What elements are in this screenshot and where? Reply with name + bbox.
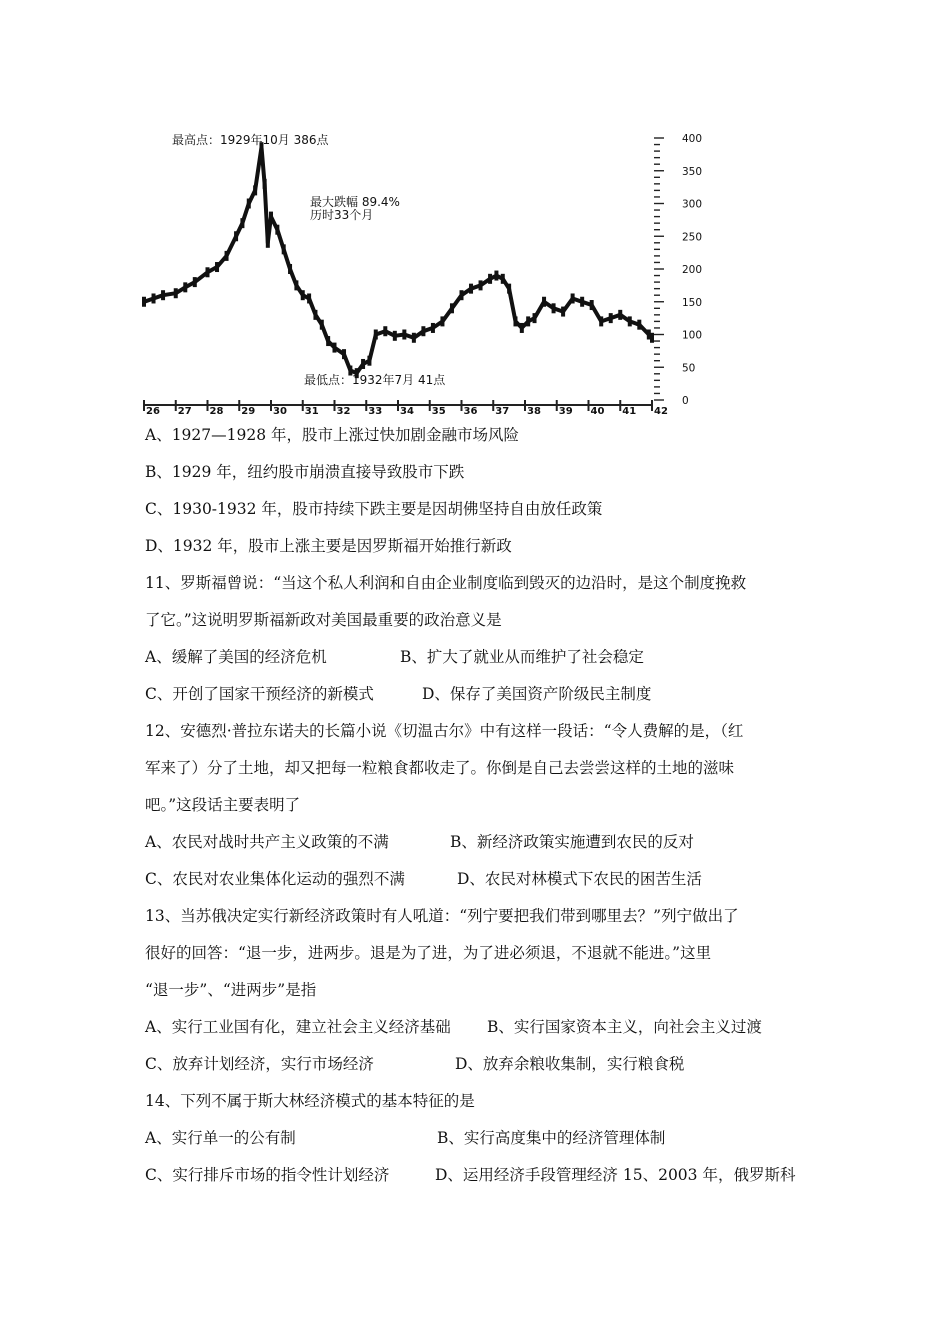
option-b: B、新经济政策实施遭到农民的反对 [450,833,694,851]
y-axis [654,133,702,407]
option-b: B、实行高度集中的经济管理体制 [437,1129,666,1147]
data-point [431,323,435,333]
option-row [145,869,702,889]
x-tick-label: 41 [622,406,637,417]
data-point [460,290,464,300]
data-point [383,326,387,336]
text-line: 12、安德烈·普拉东诺夫的长篇小说《切温古尔》中有这样一段话：“令人费解的是，（红 [145,722,744,740]
x-tick-label: 38 [527,406,541,417]
option-row [145,1128,665,1148]
text-line: D、1932 年，股市上涨主要是因罗斯福开始推行新政 [145,537,512,555]
y-tick-label: 400 [682,133,703,145]
data-point [650,333,654,343]
option-row [145,1165,795,1185]
data-point [234,231,238,241]
option-a: A、农民对战时共产主义政策的不满 [145,833,389,851]
data-point [263,179,267,189]
data-point [507,284,511,294]
data-point [247,199,251,209]
data-point [590,300,594,310]
option-a: C、放弃计划经济，实行市场经济 [145,1055,374,1073]
option-b: D、运用经济手段管理经济 15、2003 年，俄罗斯科 [435,1166,796,1184]
option-b: D、放弃余粮收集制，实行粮食税 [455,1055,685,1073]
data-point [320,320,324,330]
y-tick-label: 350 [682,165,703,178]
x-tick-label: 29 [241,406,256,417]
data-point [206,267,210,277]
text-line: 军来了）分了土地，却又把每一粒粮食都收走了。你倒是自己去尝尝这样的土地的滋味 [145,759,735,777]
option-a: C、开创了国家干预经济的新模式 [145,685,374,703]
data-point [501,274,505,284]
data-point [313,310,317,320]
y-tick-label: 150 [682,296,703,309]
annotation-low: 最低点：1932年7月 41点 [304,373,446,387]
series-line [144,147,652,373]
x-tick-label: 35 [431,406,446,417]
option-a: C、农民对农业集体化运动的强烈不满 [145,870,405,888]
y-tick-label: 250 [682,231,703,244]
x-tick-label: 33 [368,406,383,417]
data-point [282,244,286,254]
data-point [542,297,546,307]
data-point [193,277,197,287]
text-line: 吧。”这段话主要表明了 [145,796,301,814]
y-tick-label: 200 [682,264,703,276]
stock-index-chart [142,128,712,418]
option-b: D、保存了美国资产阶级民主制度 [422,685,652,703]
data-point [142,297,146,307]
data-point [161,290,165,300]
data-point [393,331,397,341]
data-point [479,280,483,290]
data-point [488,274,492,284]
data-point [301,290,305,300]
option-a: C、实行排斥市场的指令性计划经济 [145,1166,390,1184]
data-point [618,310,622,320]
data-point [561,307,565,317]
data-point [275,225,279,235]
y-tick-label: 300 [682,198,703,211]
data-point [513,316,517,326]
option-b: D、农民对林模式下农民的困苦生活 [457,870,702,888]
data-point [269,212,273,222]
data-point [552,303,556,313]
data-point [225,251,229,261]
x-tick-label: 26 [146,406,160,417]
data-point [421,326,425,336]
option-a: A、实行单一的公有制 [145,1129,296,1147]
annotation-drop-line2: 历时33个月 [310,208,374,222]
data-point [326,336,330,346]
text-line: C、1930-1932 年，股市持续下跌主要是因胡佛坚持自由放任政策 [145,500,603,518]
data-point [333,343,337,353]
data-point [174,288,178,298]
option-row [145,647,644,667]
x-tick-label: 36 [463,406,478,417]
data-point [637,320,641,330]
x-tick-label: 42 [654,406,668,417]
data-point [580,297,584,307]
y-tick-label: 100 [682,329,703,342]
data-point [533,313,537,323]
text-line: B、1929 年，纽约股市崩溃直接导致股市下跌 [145,463,465,481]
annotation-drop-line1: 最大跌幅 89.4% [310,195,400,209]
data-point [361,359,365,369]
data-point [440,316,444,326]
data-point [240,218,244,228]
data-point [152,293,156,303]
option-b: B、实行国家资本主义，向社会主义过渡 [487,1018,762,1036]
x-tick-label: 30 [273,406,287,417]
data-point [266,238,270,248]
option-a: A、缓解了美国的经济危机 [145,648,327,666]
y-tick-label: 0 [682,395,689,407]
annotation-high: 最高点：1929年10月 386点 [172,133,329,147]
data-point [469,284,473,294]
data-point [412,333,416,343]
x-tick-label: 40 [590,406,605,417]
data-point [609,313,613,323]
data-point [520,323,524,333]
x-tick-label: 37 [495,406,510,417]
x-tick-label: 34 [400,406,414,417]
data-point [253,185,257,195]
text-line: A、1927—1928 年，股市上涨过快加剧金融市场风险 [145,426,520,444]
option-a: A、实行工业国有化，建立社会主义经济基础 [145,1018,451,1036]
option-row [145,684,651,704]
option-row [145,1054,684,1074]
data-point [450,303,454,313]
data-point [599,316,603,326]
data-point [294,280,298,290]
option-row [145,832,694,852]
data-point [402,330,406,340]
data-point [307,293,311,303]
x-tick-label: 31 [304,406,319,417]
data-point [526,316,530,326]
x-tick-label: 27 [177,406,192,417]
data-point [183,282,187,292]
text-line: 很好的回答：“退一步，进两步。退是为了进，为了进必须退，不退就不能进。”这里 [145,944,712,962]
x-axis [144,400,668,417]
text-line: “退一步”、“进两步”是指 [145,981,317,999]
data-point [628,316,632,326]
series-layer [142,142,654,378]
x-tick-label: 28 [209,406,224,417]
data-point [494,271,498,281]
text-line: 14、下列不属于斯大林经济模式的基本特征的是 [145,1092,475,1110]
option-b: B、扩大了就业从而维护了社会稳定 [400,648,644,666]
option-row [145,1017,762,1037]
data-point [571,293,575,303]
x-tick-label: 32 [336,406,351,417]
x-tick-label: 39 [558,406,573,417]
text-line: 13、当苏俄决定实行新经济政策时有人吼道：“列宁要把我们带到哪里去？”列宁做出了 [145,907,739,925]
data-point [342,349,346,359]
data-point [374,330,378,340]
data-point [367,356,371,366]
data-point [288,264,292,274]
data-point [215,262,219,272]
text-line: 了它。”这说明罗斯福新政对美国最重要的政治意义是 [145,611,502,629]
text-line: 11、罗斯福曾说：“当这个私人利润和自由企业制度临到毁灭的边沿时，是这个制度挽救 [145,574,747,592]
y-tick-label: 50 [682,362,696,375]
